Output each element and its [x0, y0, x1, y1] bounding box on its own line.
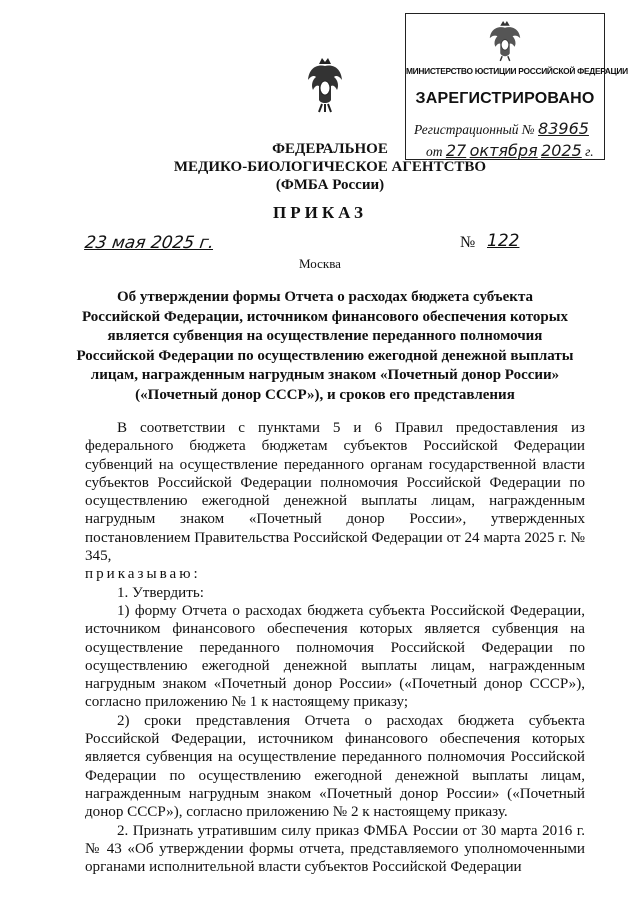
- order-number-label: №: [460, 234, 476, 251]
- agency-line-1: ФЕДЕРАЛЬНОЕ: [272, 141, 388, 157]
- stamp-date-month: октября: [469, 141, 538, 160]
- agency-name: [150, 140, 510, 194]
- subject-line-5: лицам, награжденным нагрудным знаком «Почетный донор России»: [90, 367, 560, 383]
- registration-stamp: [405, 13, 628, 160]
- subject-line-1: Об утверждении формы Отчета о расходах бюджета субъекта: [116, 289, 533, 305]
- stamp-registration-number: [414, 119, 589, 138]
- order-subject: [75, 288, 575, 405]
- stamp-date-year: 2025: [541, 141, 582, 160]
- order-word: приказываю:: [85, 566, 201, 583]
- order-body: [85, 419, 585, 876]
- agency-line-2: МЕДИКО-БИОЛОГИЧЕСКОЕ АГЕНТСТВО: [173, 159, 487, 175]
- agency-line-3: (ФМБА России): [275, 177, 385, 193]
- preamble-paragraph: В соответствии с пунктами 5 и 6 Правил предоставления из федерального бюджета бюджетам субъектов Российской Федерации субвенций на осуществление переданного органам государственной власти субъектов Российской Федерации полномочия Российской Федерации по осуществлению ежегодной денежной выплаты лицам, награжденным нагрудным знаком «Почетный донор России», утвержденных постановлением Правительства Российской Федерации от 24 марта 2025 г. № 345,: [85, 420, 585, 565]
- order-number: 122: [487, 231, 520, 251]
- stamp-date-day: 27: [445, 141, 467, 160]
- subject-line-6: («Почетный донор СССР»), и сроков его представления: [135, 386, 515, 403]
- stamp-reg-label: Регистрационный №: [414, 122, 535, 137]
- stamp-date-suffix: г.: [585, 144, 594, 159]
- stamp-date-prefix: от: [426, 144, 443, 159]
- stamp-registered: ЗАРЕГИСТРИРОВАНО: [415, 90, 595, 107]
- subject-line-2: Российской Федерации, источником финансового обеспечения которых: [82, 308, 568, 325]
- stamp-ministry: МИНИСТЕРСТВО ЮСТИЦИИ РОССИЙСКОЙ ФЕДЕРАЦИИ: [406, 66, 628, 76]
- item-1-2: 2) сроки представления Отчета о расходах бюджета субъекта Российской Федерации, источником финансового обеспечения которых является субвенция на осуществление переданного полномочия Российской Федерации по осуществлению ежегодной денежной выплаты лицам, награжденным нагрудным знаком «Почетный донор России» («Почетный донор СССР»), согласно приложению № 2 к настоящему приказу.: [85, 712, 585, 821]
- city: Москва: [299, 256, 341, 271]
- order-title: ПРИКАЗ: [273, 203, 367, 222]
- item-1-1: 1) форму Отчета о расходах бюджета субъекта Российской Федерации, источником финансового обеспечения которых является субвенция на осуществление переданного полномочия Российской Федерации по осуществлению ежегодной денежной выплаты лицам, награжденным нагрудным знаком «Почетный донор России» («Почетный донор СССР»), согласно приложению № 1 к настоящему приказу;: [85, 602, 585, 711]
- order-date: 23 мая 2025 г.: [83, 233, 216, 253]
- item-2: 2. Признать утратившим силу приказ ФМБА России от 30 марта 2016 г. № 43 «Об утверждении формы отчета, представляемого уполномоченными органами исполнительной власти субъектов Российской Федерации: [85, 822, 585, 876]
- subject-line-3: является субвенция на осуществление переданного полномочия: [107, 328, 543, 344]
- item-1: 1. Утвердить:: [117, 584, 204, 601]
- subject-line-4: Российской Федерации по осуществлению ежегодной денежной выплаты: [76, 347, 574, 364]
- order-word-line: [85, 565, 585, 583]
- stamp-coat-of-arms-icon: [486, 20, 524, 62]
- coat-of-arms-icon: [305, 56, 345, 114]
- stamp-reg-number: 83965: [538, 119, 589, 138]
